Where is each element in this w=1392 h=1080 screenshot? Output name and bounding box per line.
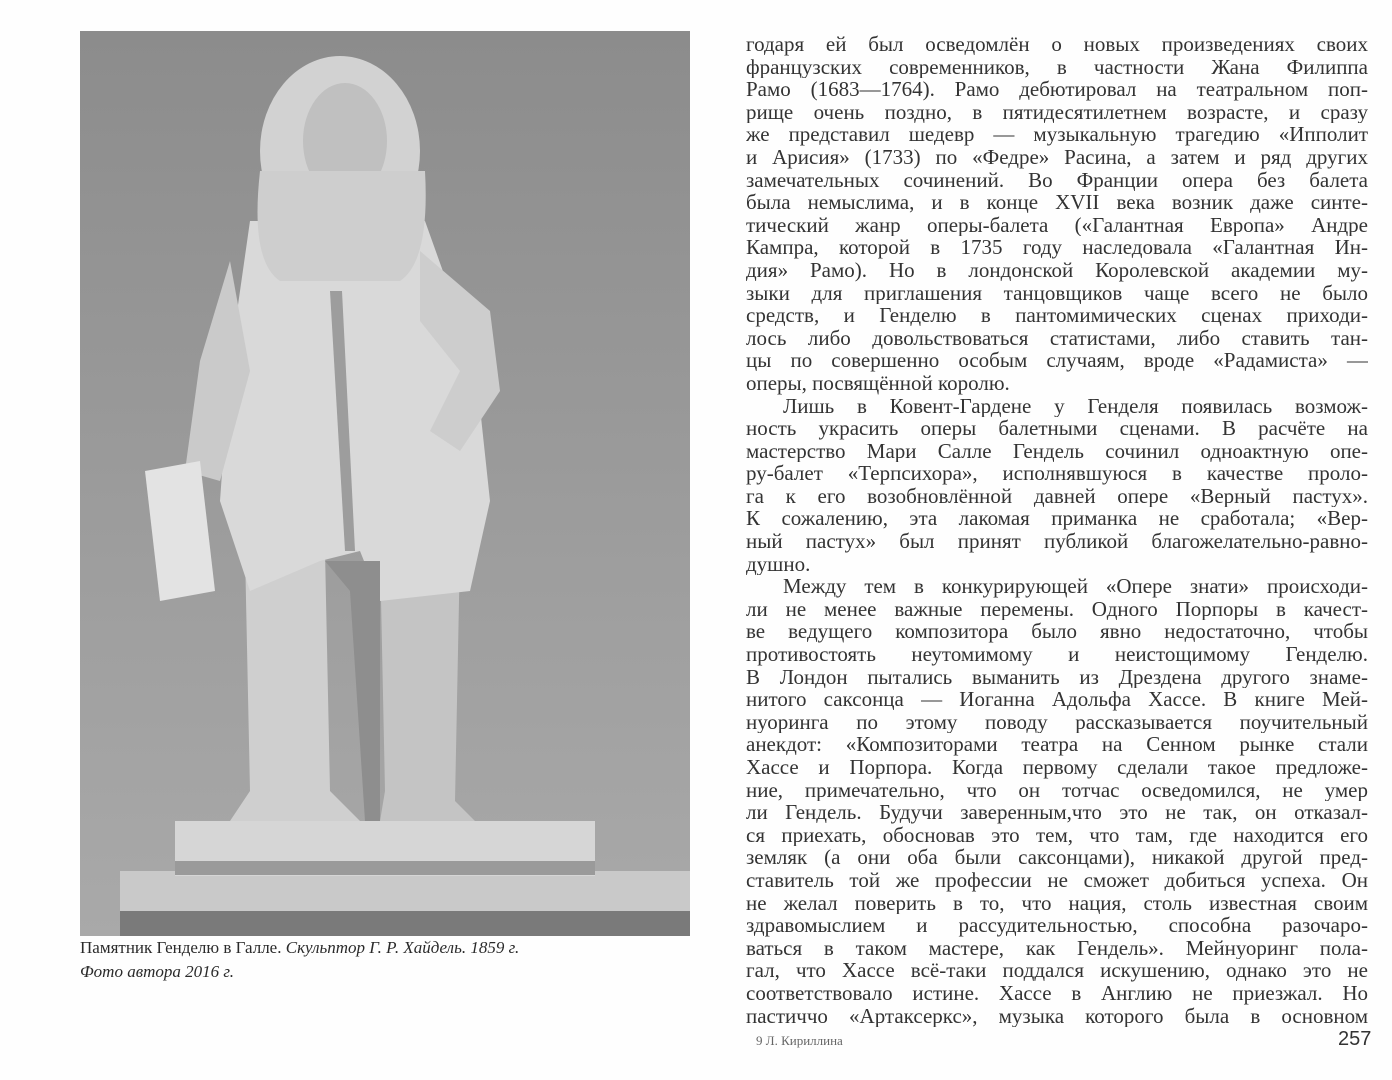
text-line: соответствовало истине. Хассе в Англию не приезжал. Но <box>746 981 1368 1005</box>
text-line: замечательных сочинений. Во Франции опера без балета <box>746 168 1368 192</box>
handel-statue-image <box>80 31 690 936</box>
text-line: анекдот: «Композиторами театра на Сенном рынке стали <box>746 733 1368 756</box>
text-line: и Арисия» (1733) по «Федре» Расина, а затем и ряд других <box>746 145 1368 169</box>
text-line: же представил шедевр — музыкальную трагедию «Ипполит <box>746 123 1368 146</box>
text-line: Между тем в конкурирующей «Опере знати» происходи- <box>783 575 1368 598</box>
text-line: французских современников, в частности Жана Филиппа <box>746 55 1368 79</box>
text-line: ный пастух» был принят публикой благожелательно-равно- <box>746 530 1368 553</box>
page-number: 257 <box>1338 1028 1372 1050</box>
text-line: цы по совершенно особым случаям, вроде «Радамиста» — <box>746 349 1368 372</box>
text-line: В Лондон пытались выманить из Дрездена другого знаме- <box>746 665 1368 689</box>
text-line: Лишь в Ковент-Гардене у Генделя появилась возмож- <box>783 394 1368 418</box>
text-line: была немыслима, и в конце XVII века возник даже синте- <box>746 191 1368 214</box>
signature-mark: 9 Л. Кириллина <box>756 1033 843 1048</box>
text-line: пастиччо «Артаксеркс», музыка которого была в основном <box>746 1004 1368 1028</box>
text-line: душно. <box>746 552 811 576</box>
text-line: противостоять неутомимому и неистощимому Генделю. <box>746 643 1368 666</box>
text-line: ность украсить оперы балетными сценами. В расчёте на <box>746 417 1368 440</box>
text-line: ли не менее важные перемены. Одного Порпоры в качест- <box>746 597 1368 621</box>
text-line: нуоринга по этому поводу рассказывается поучительный <box>746 710 1368 734</box>
caption-title: Памятник Генделю в Галле. <box>80 938 282 957</box>
text-line: земляк (а они оба были саксонцами), никакой другой пред- <box>746 846 1368 869</box>
text-line: мастерство Мари Салле Гендель сочинил одноактную опе- <box>746 439 1368 463</box>
text-line: ставитель той же профессии не сможет добиться успеха. Он <box>746 868 1368 892</box>
text-line: Кампра, которой в 1735 году наследовала «Галантная Ин- <box>746 236 1368 259</box>
caption-photo-credit: Фото автора 2016 г. <box>80 962 235 981</box>
text-line: не желал поверить в то, что нация, столь известная своим <box>746 891 1368 915</box>
text-line: Рамо (1683—1764). Рамо дебютировал на театральном поп- <box>746 78 1368 101</box>
text-line: рище очень поздно, в пятидесятилетнем возрасте, и сразу <box>746 100 1368 124</box>
text-line: ние, примечательно, что он тотчас осведомился, не умер <box>746 778 1368 802</box>
text-line: нитого саксонца — Иоганна Адольфа Хассе. В книге Мей- <box>746 688 1368 711</box>
text-line: средств, и Генделю в пантомимических сценах приходи- <box>746 304 1368 327</box>
figure-caption <box>80 936 700 984</box>
text-line: га к его возобновлённой давней опере «Верный пастух». <box>746 484 1368 508</box>
text-line: годаря ей был осведомлён о новых произведениях своих <box>746 33 1368 56</box>
text-line: здравомыслием и рассудительностью, способна разочаро- <box>746 914 1368 937</box>
text-line: гал, что Хассе всё-таки поддался искушению, однако это не <box>746 959 1368 982</box>
text-line: ру-балет «Терпсихора», исполнявшуюся в качестве проло- <box>746 462 1368 485</box>
text-line: ве ведущего композитора было явно недостаточно, чтобы <box>746 620 1368 644</box>
text-line: оперы, посвящённой королю. <box>746 371 1010 395</box>
caption-sculptor: Скульптор Г. Р. Хайдель. 1859 г. <box>285 938 520 957</box>
statue-photo <box>80 31 690 936</box>
text-line: лось либо довольствоваться статистами, либо ставить тан- <box>746 326 1368 350</box>
text-line: зыки для приглашения танцовщиков чаще всего не было <box>746 281 1368 305</box>
text-line: тический жанр оперы-балета («Галантная Европа» Андре <box>746 213 1368 237</box>
text-line: ли Гендель. Будучи заверенным,что это не так, он отказал- <box>746 801 1368 824</box>
body-text <box>746 33 1368 1027</box>
text-line: ваться в таком мастере, как Гендель». Мейнуоринг пола- <box>746 936 1368 960</box>
text-line: Хассе и Порпора. Когда первому сделали такое предложе- <box>746 756 1368 779</box>
text-line: дия» Рамо). Но в лондонской Королевской академии му- <box>746 258 1368 282</box>
text-line: К сожалению, эта лакомая приманка не сработала; «Вер- <box>746 507 1368 531</box>
text-line: ся приехать, обосновав это тем, что там, где находится его <box>746 823 1368 847</box>
